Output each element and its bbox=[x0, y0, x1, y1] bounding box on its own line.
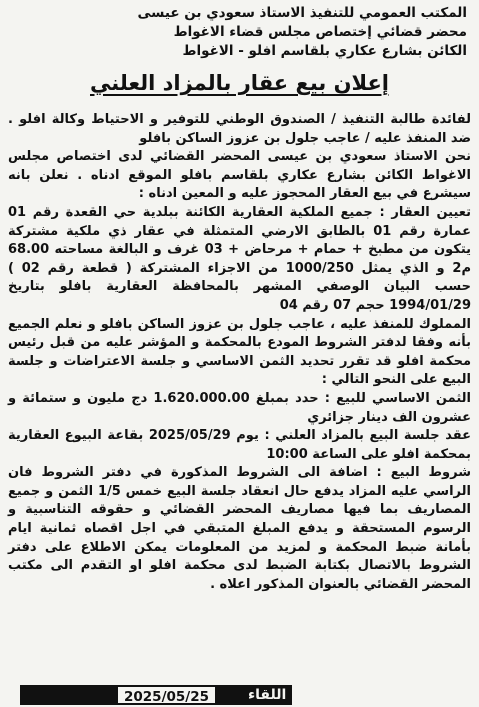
paragraph-conditions: شروط البيع : اضافة الى الشروط المذكورة في دفتر الشروط فان الراسي عليه المزاد يدفع حال انعقاد جلسة البيع خمس 1/5 الثمن و جميع المصاريف بما فيها مصاريف المحضر القضائي و حقوقه التناسبية و الرسوم المستحقة و يدفع المبلغ المتبقي في اجل اقصاه ثمانية ايام بأمانة ضبط المحكمة و لمزيد من المعلومات يمكن الاطلاع على دفتر الشروط بالاتصال بكتابة الضبط لدى محكمة افلو او التقدم الى مكتب المحضر القضائي بالعنوان المذكور اعلاه . bbox=[8, 465, 471, 592]
paragraph-property: تعيين العقار : جميع الملكية العقارية الكائنة ببلدية حي القعدة رقم 01 عمارة رقم 01 بالطابق الارضي المتمثلة في عقار ذي ملكية مشتركة يتكون من مطبخ + حمام + مرحاض + 03 غرف و البالغة مساحته 68.00 م2 و الذي يمثل 1000/250 من الاجزاء المشتركة ( قطعة رقم 02 ) حسب البيان الوصفي المشهر بالمحافظة العقارية بافلو بتاريخ 1994/01/29 حجم 07 رقم 04 bbox=[8, 204, 472, 313]
header-line-jurisdiction: محضر قضائي إختصاص مجلس قضاء الاغواط bbox=[173, 24, 467, 40]
paragraph-bailiff: نحن الاستاذ سعودي بن عيسى المحضر القضائي لدى اختصاص مجلس الاغواط الكائن بشارع عكاري بلقاسم بافلو الموقع ادناه . نعلن بانه سيشرع في بيع العقار المحجوز عليه و المعين ادناه : bbox=[8, 149, 471, 202]
notice-body bbox=[8, 111, 471, 594]
newspaper-name: اللقاء bbox=[242, 685, 292, 705]
newspaper-footer bbox=[20, 683, 287, 705]
footer-date: 2025/05/25 bbox=[116, 685, 217, 705]
notice-title: إعلان بيع عقار بالمزاد العلني bbox=[90, 71, 389, 95]
paragraph-session: عقد جلسة البيع بالمزاد العلني : يوم 2025/05/29 بقاعة البيوع العقارية بمحكمة افلو على الساعة 10:00 bbox=[8, 428, 471, 462]
office-header bbox=[8, 4, 471, 61]
header-line-office: المكتب العمومي للتنفيذ الاستاذ سعودي بن عيسى bbox=[137, 5, 467, 21]
paragraph-base-price: الثمن الاساسي للبيع : حدد بمبلغ 1.620.000.00 دج مليون و ستمائة و عشرون الف دينار جزائري bbox=[8, 390, 471, 425]
paragraph-parties: لفائدة طالبة التنفيذ / الصندوق الوطني للتوفير و الاحتياط وكالة افلو . ضد المنفذ عليه / عاجب جلول بن عزوز الساكن بافلو bbox=[8, 112, 471, 146]
paragraph-owner: المملوك للمنفذ عليه ، عاجب جلول بن عزوز الساكن بافلو و نعلم الجميع بأنه وفقا لدفتر الشروط المودع بالمحكمة و المؤشر عليه من قبل رئيس محكمة افلو قد تقرر تحديد الثمن الاساسي و جلسة الاعتراضات و جلسة البيع على النحو التالي : bbox=[8, 316, 471, 388]
header-line-address: الكائن بشارع عكاري بلقاسم افلو - الاغواط bbox=[182, 43, 467, 59]
